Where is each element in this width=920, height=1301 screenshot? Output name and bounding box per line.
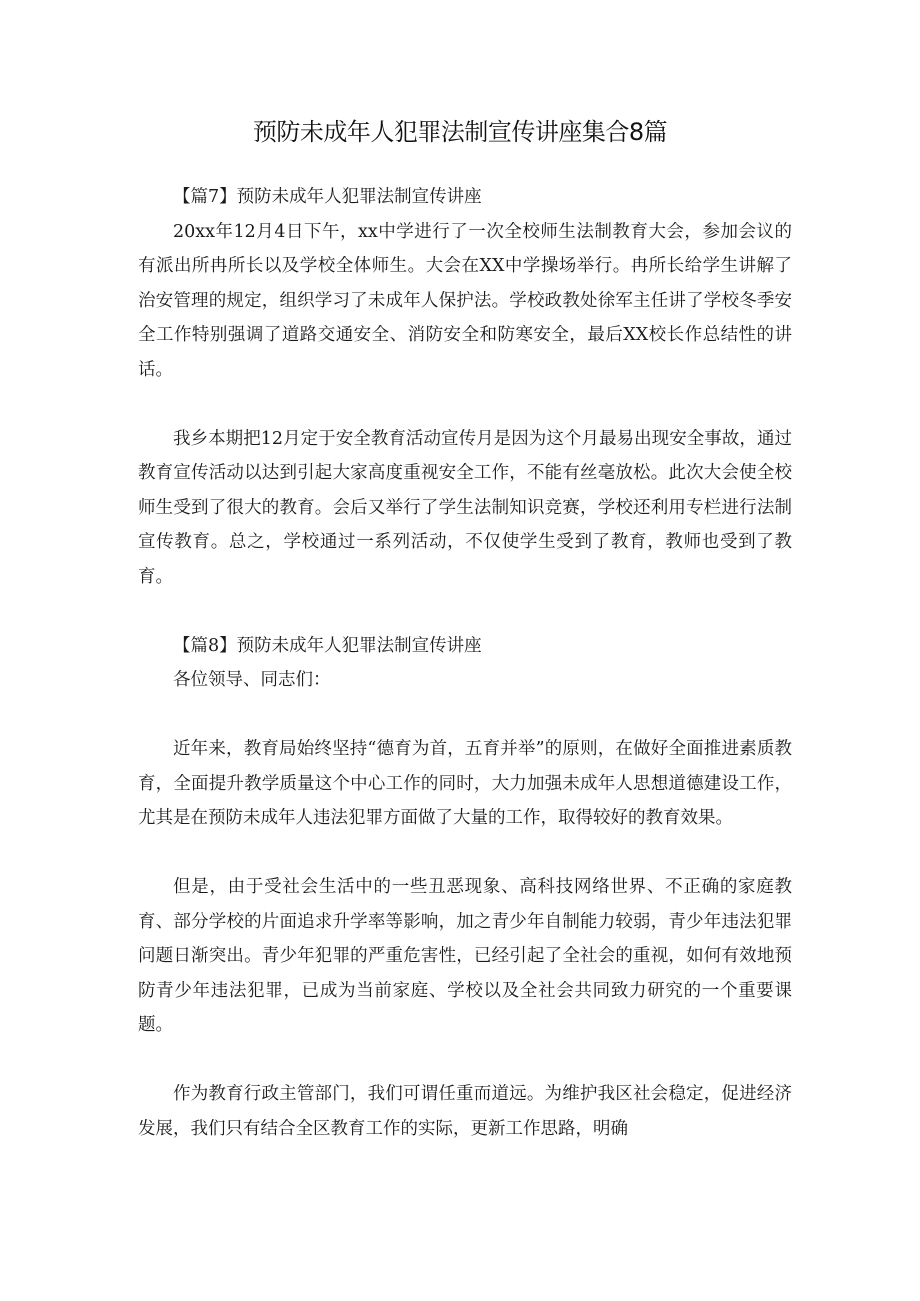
paragraph-spacer bbox=[138, 836, 792, 871]
paragraph-spacer bbox=[138, 594, 792, 629]
document-body bbox=[138, 180, 792, 1146]
section-7-paragraph-2: 我乡本期把12月定于安全教育活动宣传月是因为这个月最易出现安全事故，通过教育宣传活动以达到引起大家高度重视安全工作，不能有丝毫放松。此次大会使全校师生受到了很大的教育。会后又举行了学生法制知识竞赛，学校还利用专栏进行法制宣传教育。总之，学校通过一系列活动，不仅使学生受到了教育，教师也受到了教育。 bbox=[138, 428, 792, 587]
section-8-heading: 【篇8】预防未成年人犯罪法制宣传讲座 bbox=[173, 635, 482, 656]
section-8-salutation: 各位领导、同志们： bbox=[173, 670, 331, 690]
document-title: 预防未成年人犯罪法制宣传讲座集合8篇 bbox=[252, 118, 668, 146]
paragraph-spacer bbox=[138, 698, 792, 733]
paragraph-spacer bbox=[138, 387, 792, 422]
section-8-paragraph-2: 但是，由于受社会生活中的一些丑恶现象、高科技网络世界、不正确的家庭教育、部分学校的片面追求升学率等影响，加之青少年自制能力较弱，青少年违法犯罪问题日渐突出。青少年犯罪的严重危害性，已经引起了全社会的重视，如何有效地预防青少年违法犯罪，已成为当前家庭、学校以及全社会共同致力研究的一个重要课题。 bbox=[138, 877, 792, 1035]
section-7-paragraph-1: 20xx年12月4日下午，xx中学进行了一次全校师生法制教育大会，参加会议的有派出所冉所长以及学校全体师生。大会在XX中学操场举行。冉所长给学生讲解了治安管理的规定，组织学习了未成年人保护法。学校政教处徐军主任讲了学校冬季安全工作特别强调了道路交通安全、消防安全和防寒安全，最后XX校长作总结性的讲话。 bbox=[138, 221, 792, 380]
section-7-heading: 【篇7】预防未成年人犯罪法制宣传讲座 bbox=[173, 187, 482, 207]
section-8-paragraph-1: 近年来，教育局始终坚持“德育为首，五育并举”的原则，在做好全面推进素质教育，全面提升教学质量这个中心工作的同时，大力加强未成年人思想道德建设工作，尤其是在预防未成年人违法犯罪方面做了大量的工作，取得较好的教育效果。 bbox=[138, 739, 792, 828]
section-8-paragraph-3: 作为教育行政主管部门，我们可谓任重而道远。为维护我区社会稳定，促进经济发展，我们只有结合全区教育工作的实际，更新工作思路，明确 bbox=[138, 1084, 792, 1139]
paragraph-spacer bbox=[138, 1043, 792, 1078]
